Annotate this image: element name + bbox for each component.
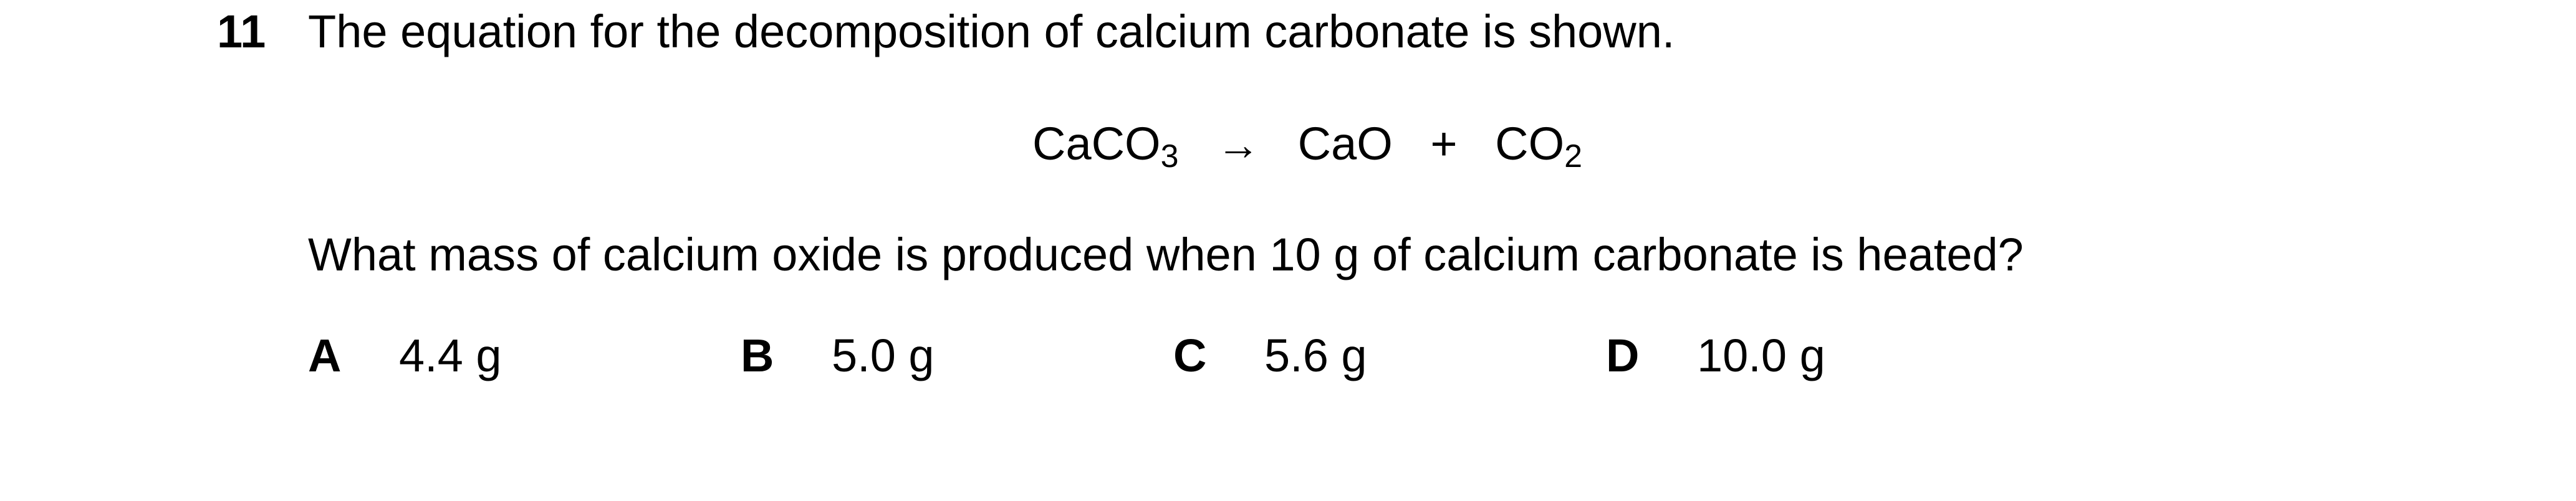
option-letter: D	[1606, 330, 1640, 381]
product-2-formula: $CO_2$	[1495, 118, 1583, 174]
chemical-equation	[1032, 117, 1583, 174]
question-prompt: What mass of calcium oxide is produced when 10 g of calcium carbonate is heated?	[308, 229, 2024, 280]
option-letter: B	[741, 330, 774, 381]
option-b[interactable]	[741, 329, 935, 383]
option-letter: A	[308, 330, 342, 381]
plus-sign: +	[1430, 118, 1458, 169]
reaction-arrow: →	[1216, 120, 1261, 169]
option-value: 10.0 g	[1697, 330, 1825, 381]
option-d[interactable]	[1606, 329, 1825, 383]
product-1-formula: CaO	[1297, 118, 1393, 169]
option-a[interactable]	[308, 329, 502, 383]
option-value: 5.0 g	[832, 330, 935, 381]
question-number: 11	[217, 6, 266, 57]
option-value: 4.4 g	[399, 330, 502, 381]
question-stem: The equation for the decomposition of calcium carbonate is shown.	[308, 6, 1675, 57]
next-question-cutoff	[217, 480, 1214, 501]
option-value: 5.6 g	[1264, 330, 1367, 381]
option-letter: C	[1173, 330, 1207, 381]
reactant-formula: CaCO$_3$	[1032, 118, 1179, 174]
option-c[interactable]	[1173, 329, 1367, 383]
